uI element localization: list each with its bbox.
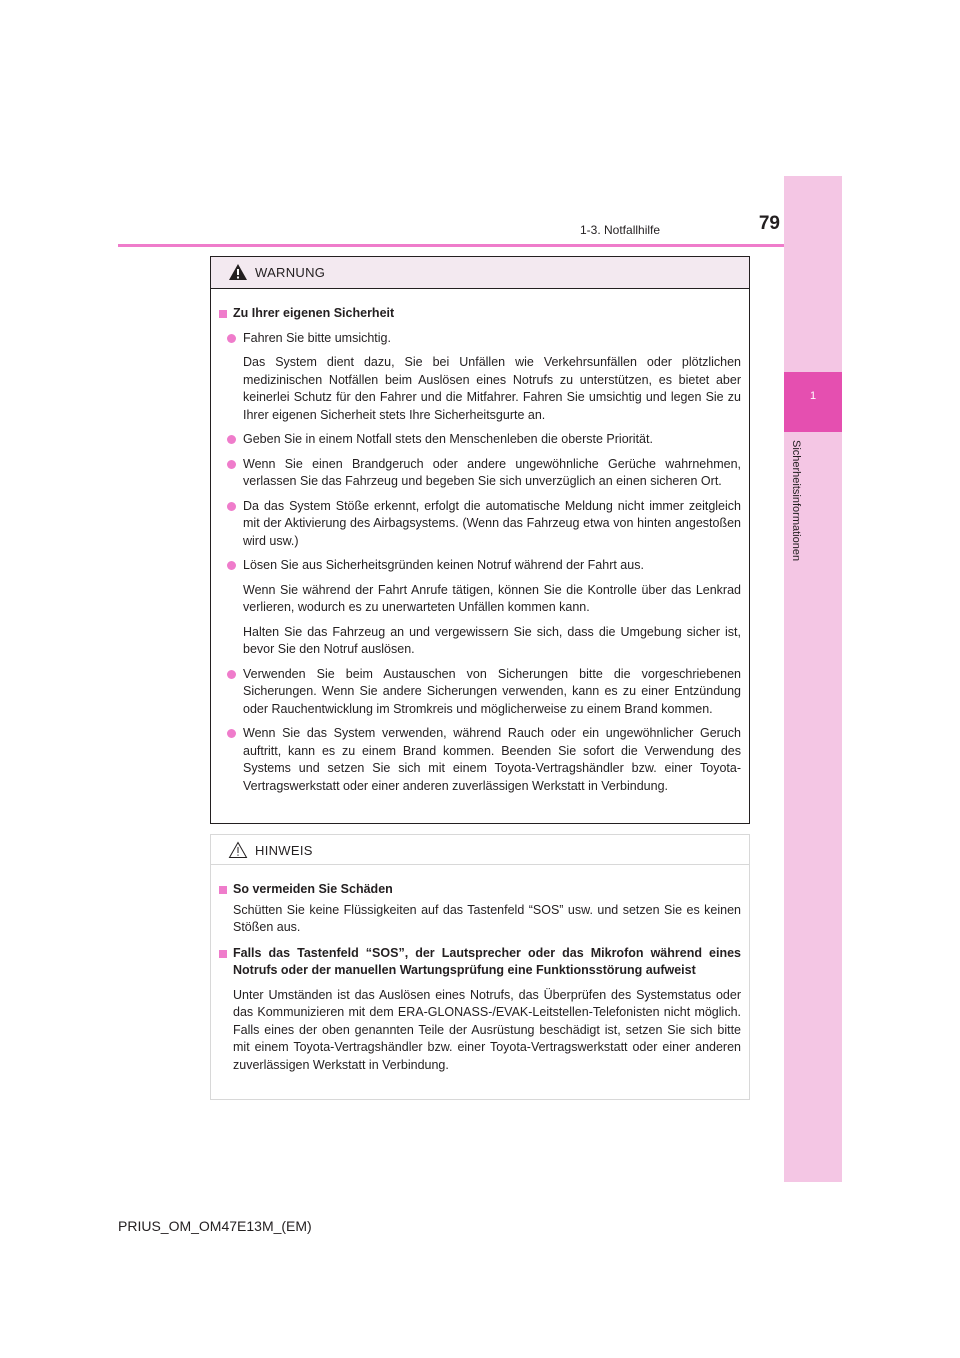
chapter-side-tab (784, 176, 842, 1182)
list-item: Wenn Sie das System verwenden, während Rauch oder ein ungewöhnlicher Geruch auftritt, kann es zu einem Brand kommen. Beenden Sie sofort die Verwendung des Systems und setzen Sie sich mit einem Toyota-Vertragshändler bzw. einer Toyota-Vertragswerkstatt oder einer anderen zuverlässigen Werkstatt in Verbindung. (219, 725, 741, 795)
warning-body (211, 289, 749, 795)
warning-triangle-icon (228, 263, 248, 281)
circle-bullet-icon (227, 729, 236, 738)
list-item: Wenn Sie einen Brandgeruch oder andere ungewöhnliche Gerüche wahrnehmen, verlassen Sie das Fahrzeug und begeben Sie sich unverzüglich an einen sicheren Ort. (219, 456, 741, 491)
notice-section: So vermeiden Sie Schäden (219, 881, 741, 899)
square-bullet-icon (219, 950, 227, 958)
notice-triangle-icon (228, 841, 248, 859)
paragraph: Wenn Sie während der Fahrt Anrufe tätigen, können Sie die Kontrolle über das Lenkrad verlieren, wodurch es zu unerwarteten Unfällen kommen kann. (243, 582, 741, 614)
circle-bullet-icon (227, 502, 236, 511)
notice-box (210, 834, 750, 1100)
warning-header (211, 257, 749, 289)
chapter-label: Sicherheitsinformationen (790, 440, 802, 562)
list-item: Fahren Sie bitte umsichtig. (219, 330, 741, 348)
paragraph: Schütten Sie keine Flüssigkeiten auf das Tastenfeld “SOS” usw. und setzen Sie es keinen Stößen aus. (233, 902, 741, 934)
circle-bullet-icon (227, 460, 236, 469)
list-item: Da das System Stöße erkennt, erfolgt die automatische Meldung nicht immer zeitgleich mit der Aktivierung des Airbagsystems. (Wenn das Fahrzeug etwa von hinten angestoßen wird usw.) (219, 498, 741, 551)
circle-bullet-icon (227, 670, 236, 679)
warning-section (219, 305, 741, 323)
notice-title: HINWEIS (255, 843, 313, 858)
chapter-number: 1 (809, 390, 817, 402)
document-code: PRIUS_OM_OM47E13M_(EM) (118, 1218, 312, 1234)
circle-bullet-icon (227, 334, 236, 343)
paragraph: Das System dient dazu, Sie bei Unfällen wie Verkehrsunfällen oder plötzlichen medizinischen Notfällen beim Auslösen eines Notrufs zu unterstützen, es bietet aber keinerlei Schutz für den Fahrer und die Mitfahrer. Fahren Sie umsichtig und legen Sie zu Ihrer eigenen Sicherheit stets Ihre Sicherheitsgurte an. (243, 355, 741, 422)
list-item: Verwenden Sie beim Austauschen von Sicherungen bitte die vorgeschriebenen Sicherungen. Wenn Sie andere Sicherungen verwenden, kann es zu einer Entzündung oder Rauchentwicklung im Stromkreis und möglicherweise zu einem Brand kommen. (219, 666, 741, 719)
page-number: 79 (758, 213, 780, 234)
warning-box (210, 256, 750, 824)
notice-header (211, 835, 749, 865)
circle-bullet-icon (227, 435, 236, 444)
notice-section: Falls das Tastenfeld “SOS”, der Lautsprecher oder das Mikrofon während eines Notrufs oder der manuellen Wartungsprüfung eine Funktionsstörung aufweist (219, 945, 741, 980)
paragraph: Halten Sie das Fahrzeug an und vergewissern Sie sich, dass die Umgebung sicher ist, bevor Sie den Notruf auslösen. (243, 624, 741, 656)
chapter-number-block (784, 372, 842, 432)
square-bullet-icon (219, 886, 227, 894)
warning-title: WARNUNG (255, 265, 326, 280)
header-rule (118, 244, 784, 247)
circle-bullet-icon (227, 561, 236, 570)
section-title: 1-3. Notfallhilfe (580, 223, 661, 237)
square-bullet-icon (219, 310, 227, 318)
paragraph: Unter Umständen ist das Auslösen eines Notrufs, das Überprüfen des Systemstatus oder das Kommunizieren mit dem ERA-GLONASS-/EVAK-Leitstellen-Telefonisten nicht möglich. Falls eines der oben genannten Teile der Ausrüstung beschädigt ist, setzen Sie sich bitte mit einem Toyota-Vertragshändler bzw. einer Toyota-Vertragswerkstatt oder einer anderen zuverlässigen Werkstatt in Verbindung. (233, 987, 741, 1072)
notice-body (211, 865, 749, 1074)
list-item: Lösen Sie aus Sicherheitsgründen keinen Notruf während der Fahrt aus. (219, 557, 741, 575)
warning-heading: Zu Ihrer eigenen Sicherheit (233, 306, 395, 320)
list-item: Geben Sie in einem Notfall stets den Menschenleben die oberste Priorität. (219, 431, 741, 449)
